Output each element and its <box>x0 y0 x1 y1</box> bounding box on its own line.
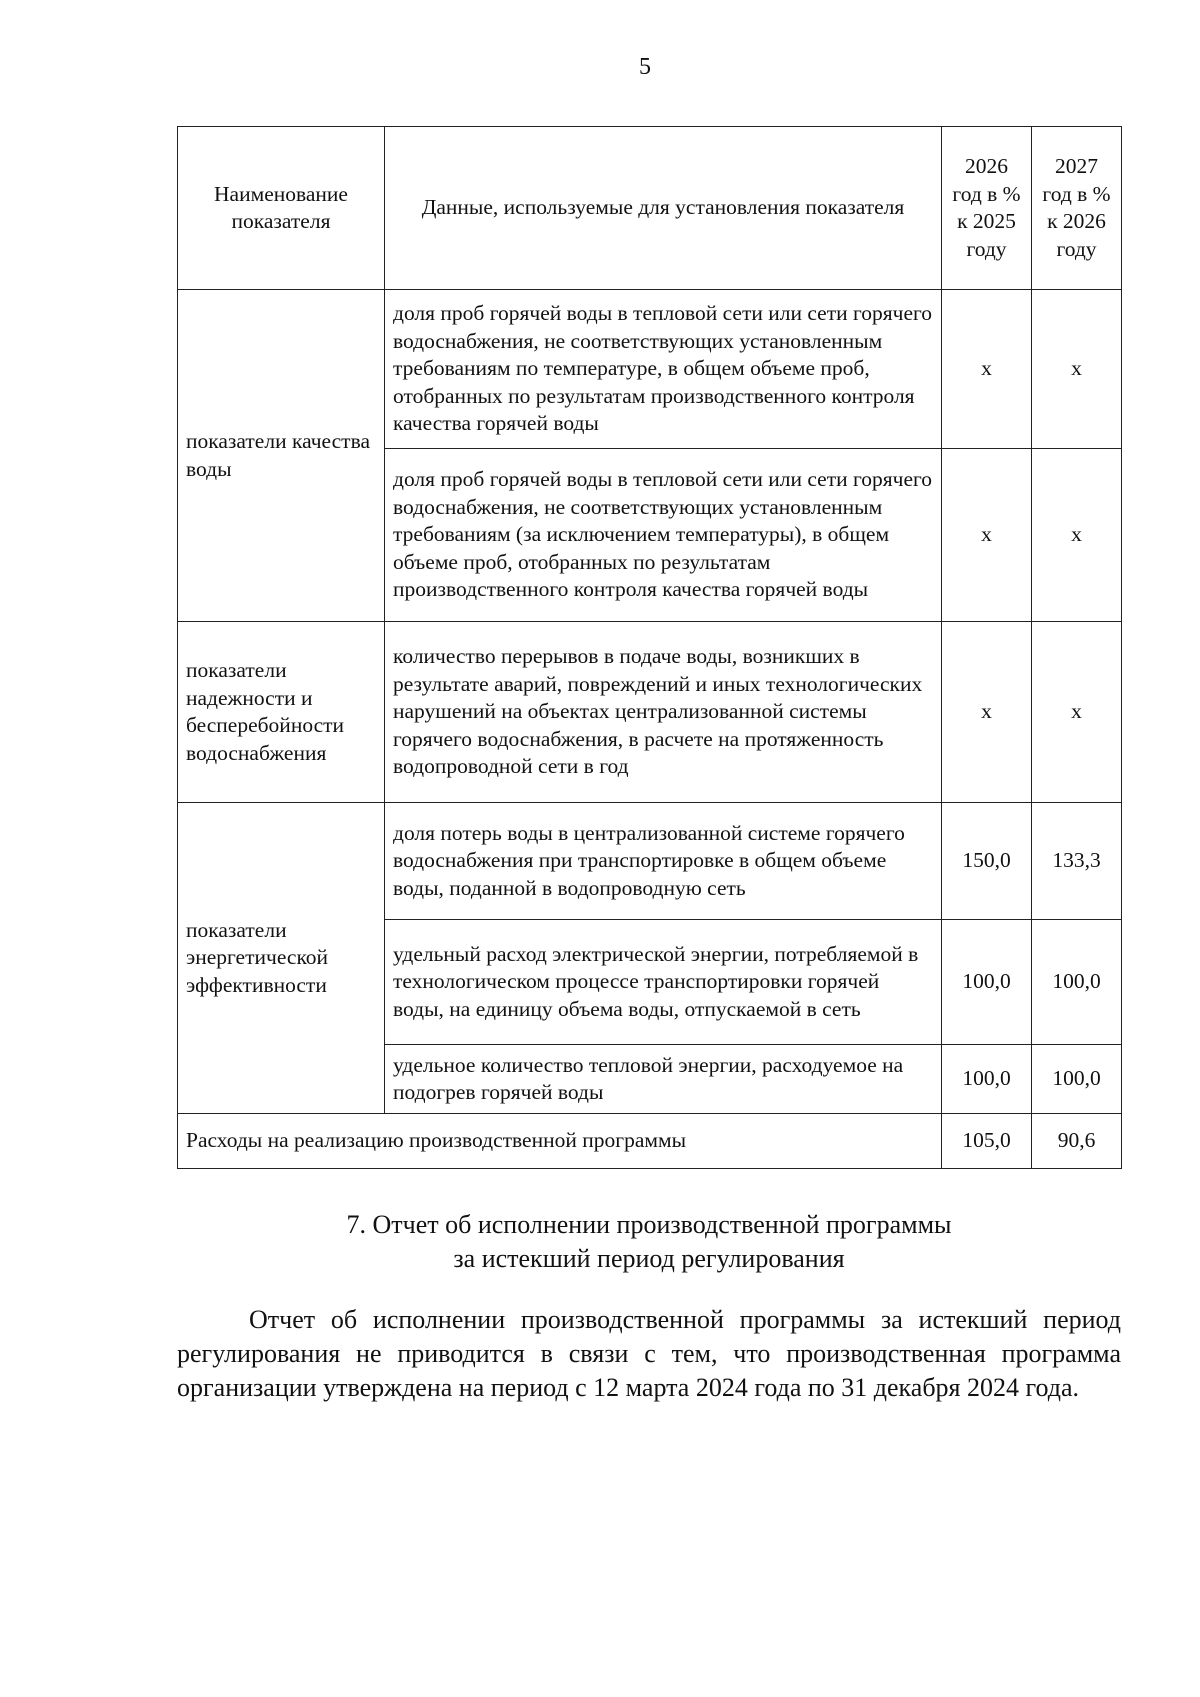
table-total-row <box>178 1114 1122 1169</box>
row-value-2027: 133,3 <box>1032 803 1122 920</box>
header-indicator-name: Наименование показателя <box>178 127 385 290</box>
header-year-2026: 2026 год в % к 2025 году <box>942 127 1032 290</box>
row-value-2027: 100,0 <box>1032 920 1122 1045</box>
row-value-2026: 100,0 <box>942 1045 1032 1114</box>
section-heading-line-1: 7. Отчет об исполнении производственной программы <box>346 1210 952 1239</box>
row-value-2026: x <box>942 290 1032 449</box>
row-value-2026: 100,0 <box>942 920 1032 1045</box>
row-value-2027: x <box>1032 622 1122 803</box>
total-label: Расходы на реализацию производственной программы <box>178 1114 942 1169</box>
row-value-2026: 150,0 <box>942 803 1032 920</box>
table-row <box>178 290 1122 449</box>
row-description: доля проб горячей воды в тепловой сети или сети горячего водоснабжения, не соответствующих установленным требованиям (за исключением температуры), в общем объеме проб, отобранных по результатам производственного контроля качества горячей воды <box>385 449 942 622</box>
indicators-table <box>177 126 1122 1169</box>
section-heading <box>177 1208 1121 1276</box>
row-description: удельное количество тепловой энергии, расходуемое на подогрев горячей воды <box>385 1045 942 1114</box>
table-row <box>178 803 1122 920</box>
row-value-2026: x <box>942 622 1032 803</box>
row-value-2027: 100,0 <box>1032 1045 1122 1114</box>
header-indicator-data: Данные, используемые для установления показателя <box>385 127 942 290</box>
group-energy-efficiency: показатели энергетической эффективности <box>178 803 385 1114</box>
table-row <box>178 622 1122 803</box>
row-description: доля проб горячей воды в тепловой сети или сети горячего водоснабжения, не соответствующих установленным требованиям по температуре, в общем объеме проб, отобранных по результатам производственного контроля качества горячей воды <box>385 290 942 449</box>
row-value-2026: x <box>942 449 1032 622</box>
section-paragraph: Отчет об исполнении производственной программы за истекший период регулирования не приводится в связи с тем, что производственная программа организации утверждена на период с 12 марта 2024 года по 31 декабря 2024 года. <box>177 1305 1121 1402</box>
section-heading-line-2: за истекший период регулирования <box>453 1244 845 1273</box>
table-header-row <box>178 127 1122 290</box>
group-reliability: показатели надежности и бесперебойности водоснабжения <box>178 622 385 803</box>
page-number: 5 <box>639 54 651 80</box>
total-value-2027: 90,6 <box>1032 1114 1122 1169</box>
total-value-2026: 105,0 <box>942 1114 1032 1169</box>
row-description: количество перерывов в подаче воды, возникших в результате аварий, повреждений и иных технологических нарушений на объектах централизованной системы горячего водоснабжения, в расчете на протяженность водопроводной сети в год <box>385 622 942 803</box>
header-year-2027: 2027 год в % к 2026 году <box>1032 127 1122 290</box>
group-water-quality: показатели качества воды <box>178 290 385 622</box>
row-value-2027: x <box>1032 290 1122 449</box>
row-description: удельный расход электрической энергии, потребляемой в технологическом процессе транспортировки горячей воды, на единицу объема воды, отпускаемой в сеть <box>385 920 942 1045</box>
row-value-2027: x <box>1032 449 1122 622</box>
row-description: доля потерь воды в централизованной системе горячего водоснабжения при транспортировке в общем объеме воды, поданной в водопроводную сеть <box>385 803 942 920</box>
